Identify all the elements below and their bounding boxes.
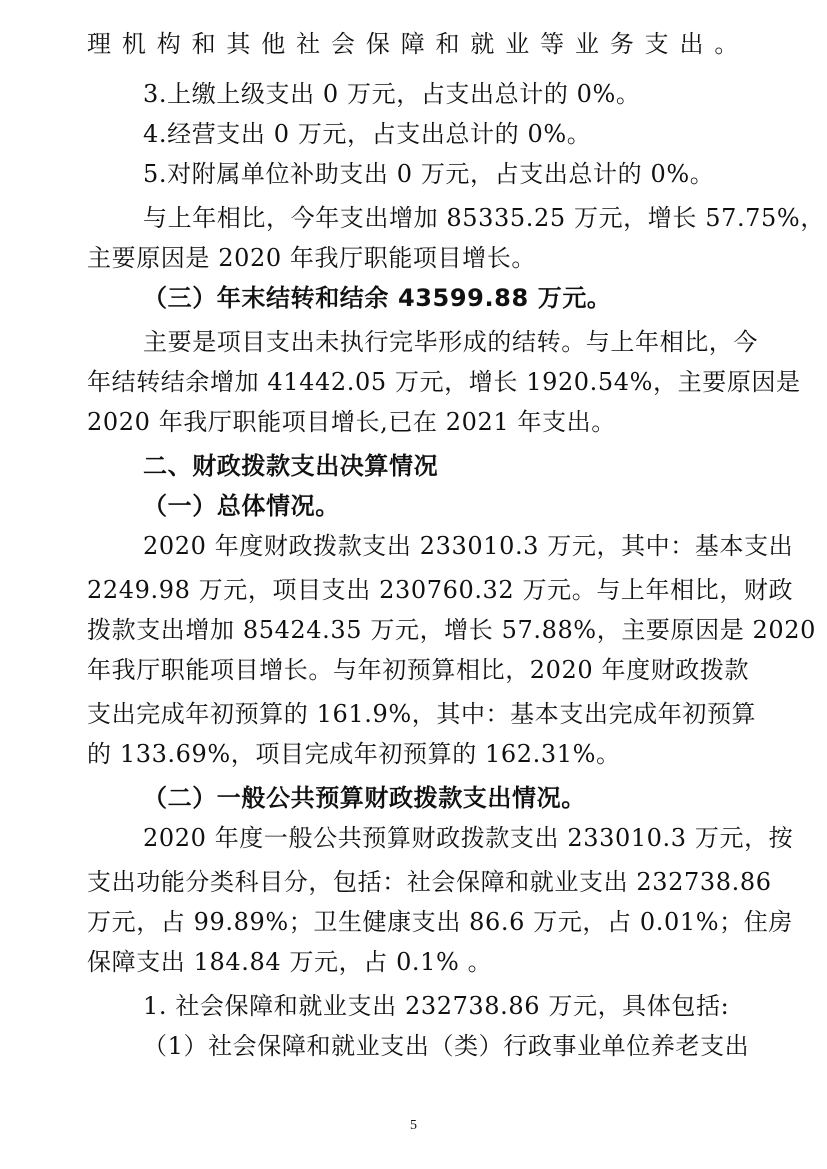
section-heading: （二）一般公共预算财政拨款支出情况。 — [143, 784, 586, 812]
paragraph-line: 主要是项目支出未执行完毕形成的结转。与上年相比，今 — [143, 328, 758, 356]
paragraph-line: 2249.98 万元，项目支出 230760.32 万元。与上年相比，财政 — [87, 576, 794, 604]
paragraph-line: 的 133.69%，项目完成年初预算的 162.31%。 — [87, 740, 621, 768]
paragraph-line: 年结转结余增加 41442.05 万元，增长 1920.54%，主要原因是 — [87, 368, 801, 396]
paragraph-line: 保障支出 184.84 万元，占 0.1% 。 — [87, 948, 493, 976]
section-heading: （三）年末结转和结余 43599.88 万元。 — [143, 284, 612, 312]
paragraph-line: 2020 年度一般公共预算财政拨款支出 233010.3 万元，按 — [143, 824, 794, 852]
paragraph-line: 2020 年度财政拨款支出 233010.3 万元，其中：基本支出 — [143, 532, 794, 560]
paragraph-line: 1. 社会保障和就业支出 232738.86 万元，具体包括: — [143, 992, 730, 1020]
paragraph-line: 支出完成年初预算的 161.9%，其中：基本支出完成年初预算 — [87, 700, 757, 728]
page-number: 5 — [410, 1118, 417, 1133]
paragraph-line: 5.对附属单位补助支出 0 万元，占支出总计的 0%。 — [143, 160, 715, 188]
paragraph-line: 主要原因是 2020 年我厅职能项目增长。 — [87, 244, 536, 272]
paragraph-line: （1）社会保障和就业支出（类）行政事业单位养老支出 — [143, 1032, 750, 1060]
paragraph-line: 年我厅职能项目增长。与年初预算相比，2020 年度财政拨款 — [87, 656, 750, 684]
section-heading: 二、财政拨款支出决算情况 — [143, 452, 439, 480]
paragraph-line: 支出功能分类科目分，包括：社会保障和就业支出 232738.86 — [87, 868, 772, 896]
paragraph-line: 万元，占 99.89%；卫生健康支出 86.6 万元，占 0.01%；住房 — [87, 908, 793, 936]
section-heading: （一）总体情况。 — [143, 492, 340, 520]
paragraph-line: 4.经营支出 0 万元，占支出总计的 0%。 — [143, 120, 592, 148]
paragraph-line: 2020 年我厅职能项目增长,已在 2021 年支出。 — [87, 408, 616, 436]
paragraph-line: 拨款支出增加 85424.35 万元，增长 57.88%，主要原因是 2020 — [87, 616, 817, 644]
paragraph-line: 与上年相比，今年支出增加 85335.25 万元，增长 57.75%， — [143, 204, 825, 232]
paragraph-line: 理机构和其他社会保障和就业等业务支出。 — [87, 30, 739, 58]
paragraph-line: 3.上缴上级支出 0 万元，占支出总计的 0%。 — [143, 80, 641, 108]
